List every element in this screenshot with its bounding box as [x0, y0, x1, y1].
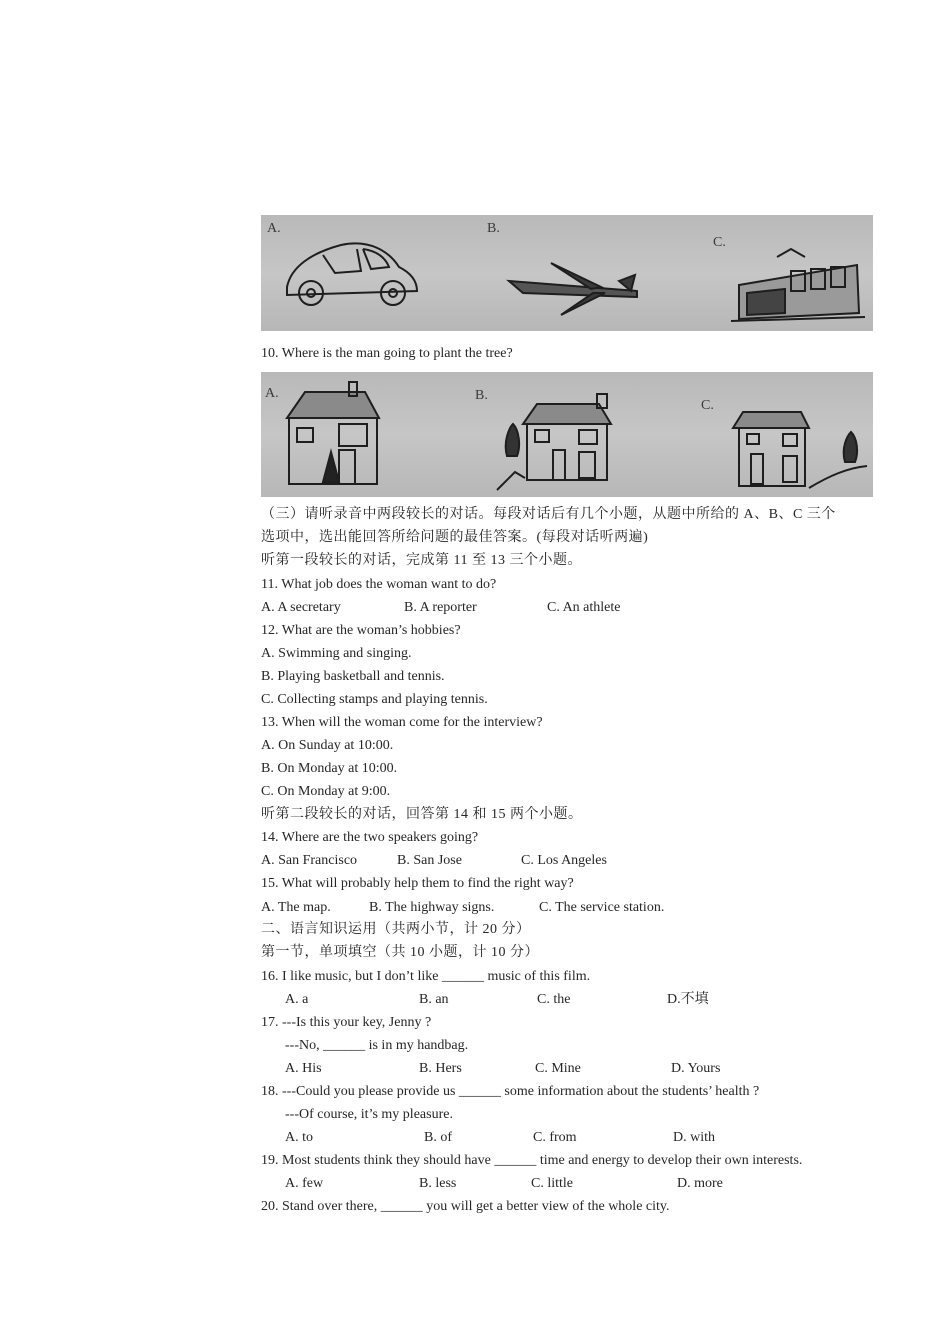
q18-reply: ---Of course, it’s my pleasure. — [285, 1107, 453, 1122]
question-20: 20. Stand over there, ______ you will get a better view of the whole city. — [261, 1199, 670, 1214]
q16-option-c: C. the — [537, 992, 571, 1007]
q19-option-a: A. few — [285, 1176, 324, 1191]
q17-option-c: C. Mine — [535, 1061, 581, 1076]
q12-option-c: C. Collecting stamps and playing tennis. — [261, 692, 488, 707]
option-label-b: B. — [487, 221, 500, 236]
option-label-b: B. — [475, 388, 488, 403]
q12-option-a: A. Swimming and singing. — [261, 646, 412, 661]
car-drawing — [287, 243, 417, 305]
section-3-instruction-line-1: （三）请听录音中两段较长的对话。每段对话后有几个小题，从题中所给的 A、B、C 三个 — [261, 507, 836, 522]
q14-option-b: B. San Jose — [397, 853, 462, 868]
q19-option-b: B. less — [419, 1176, 457, 1191]
q17-reply: ---No, ______ is in my handbag. — [285, 1038, 469, 1053]
q15-option-c: C. The service station. — [539, 900, 665, 915]
picture-panel-houses — [261, 372, 873, 497]
section-3-instruction-line-2: 选项中，选出能回答所给问题的最佳答案。(每段对话听两遍) — [261, 530, 649, 545]
q14-option-c: C. Los Angeles — [521, 853, 607, 868]
q17-option-b: B. Hers — [419, 1061, 462, 1076]
q19-option-d: D. more — [677, 1176, 723, 1191]
q19-option-c: C. little — [531, 1176, 573, 1191]
question-12: 12. What are the woman’s hobbies? — [261, 623, 461, 638]
q14-option-a: A. San Francisco — [261, 853, 358, 868]
question-18: 18. ---Could you please provide us ______ some information about the students’ health ? — [261, 1084, 760, 1099]
q11-option-a: A. A secretary — [261, 600, 341, 615]
q12-option-b: B. Playing basketball and tennis. — [261, 669, 445, 684]
house-b-drawing — [497, 394, 611, 490]
q16-option-b: B. an — [419, 992, 449, 1007]
transport-drawings — [261, 215, 873, 331]
option-label-c: C. — [701, 398, 714, 413]
q11-option-c: C. An athlete — [547, 600, 621, 615]
option-label-a: A. — [267, 221, 281, 236]
train-drawing — [731, 249, 865, 321]
q13-option-c: C. On Monday at 9:00. — [261, 784, 391, 799]
q18-option-d: D. with — [673, 1130, 715, 1145]
question-16: 16. I like music, but I don’t like ______ music of this film. — [261, 969, 591, 984]
picture-panel-transport — [261, 215, 873, 331]
airplane-drawing — [509, 263, 637, 315]
q17-option-a: A. His — [285, 1061, 322, 1076]
question-13: 13. When will the woman come for the interview? — [261, 715, 543, 730]
q16-option-a: A. a — [285, 992, 309, 1007]
dialog-2-instruction: 听第二段较长的对话，回答第 14 和 15 两个小题。 — [261, 807, 583, 822]
q18-option-a: A. to — [285, 1130, 313, 1145]
q17-option-d: D. Yours — [671, 1061, 721, 1076]
question-15: 15. What will probably help them to find the right way? — [261, 876, 574, 891]
q15-option-a: A. The map. — [261, 900, 331, 915]
part-2-section-1-title: 第一节，单项填空（共 10 小题，计 10 分） — [261, 945, 539, 960]
q11-option-b: B. A reporter — [404, 600, 477, 615]
house-c-drawing — [733, 412, 867, 488]
q13-option-a: A. On Sunday at 10:00. — [261, 738, 394, 753]
question-14: 14. Where are the two speakers going? — [261, 830, 479, 845]
question-17: 17. ---Is this your key, Jenny ? — [261, 1015, 432, 1030]
part-2-title: 二、语言知识运用（共两小节，计 20 分） — [261, 922, 531, 937]
q18-option-b: B. of — [424, 1130, 452, 1145]
question-19: 19. Most students think they should have ______ time and energy to develop their own interests. — [261, 1153, 803, 1168]
q13-option-b: B. On Monday at 10:00. — [261, 761, 398, 776]
q18-option-c: C. from — [533, 1130, 577, 1145]
option-label-a: A. — [265, 386, 279, 401]
house-drawings — [261, 372, 873, 497]
dialog-1-instruction: 听第一段较长的对话，完成第 11 至 13 三个小题。 — [261, 553, 582, 568]
q16-option-d: D.不填 — [667, 992, 709, 1007]
q15-option-b: B. The highway signs. — [369, 900, 495, 915]
house-a-drawing — [287, 382, 379, 484]
question-11: 11. What job does the woman want to do? — [261, 577, 497, 592]
question-10: 10. Where is the man going to plant the tree? — [261, 346, 513, 361]
option-label-c: C. — [713, 235, 726, 250]
